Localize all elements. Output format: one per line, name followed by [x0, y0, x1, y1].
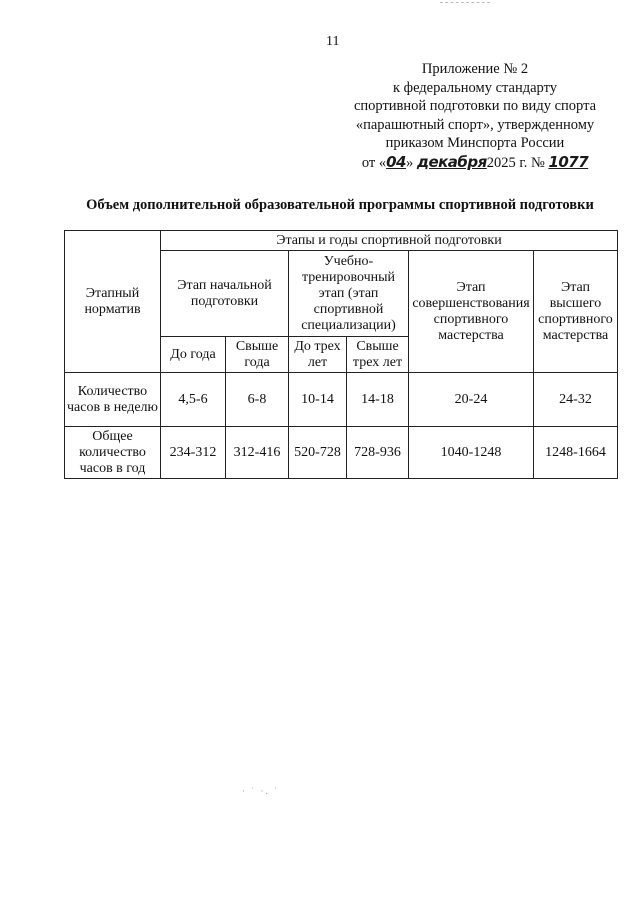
row-label: Количество часов в неделю: [65, 373, 161, 427]
stage-training-header: Учебно-тренировочный этап (этап спортивной специализации): [289, 251, 409, 337]
table-cell: 24-32: [534, 373, 618, 427]
stage-highest-header: Этап высшего спортивного мастерства: [534, 251, 618, 373]
subheader-upto-three-years: До трех лет: [289, 337, 347, 373]
table-cell: 520-728: [289, 427, 347, 479]
group-header-cell: Этапы и годы спортивной подготовки: [161, 231, 618, 251]
table-cell: 14-18: [347, 373, 409, 427]
table-cell: 234-312: [161, 427, 226, 479]
table-row: [65, 373, 618, 427]
order-month-handwritten: декабря: [416, 152, 487, 171]
page-number: 11: [326, 34, 340, 49]
document-title: Объем дополнительной образовательной программы спортивной подготовки: [86, 197, 594, 213]
table-row: [65, 427, 618, 479]
appendix-line-ministry: приказом Минспорта России: [385, 135, 565, 151]
scan-artifact-line: [440, 2, 490, 4]
table-cell: 20-24: [409, 373, 534, 427]
order-date-line: [340, 153, 610, 173]
table-cell: 728-936: [347, 427, 409, 479]
table-cell: 1248-1664: [534, 427, 618, 479]
subheader-over-three-years: Свыше трех лет: [347, 337, 409, 373]
appendix-line-approved: «парашютный спорт», утвержденному: [355, 116, 595, 133]
appendix-header: [340, 60, 610, 172]
table-cell: 1040-1248: [409, 427, 534, 479]
appendix-line-sport: спортивной подготовки по виду спорта: [353, 98, 597, 114]
row-label: Общее количество часов в год: [65, 427, 161, 479]
table-cell: 10-14: [289, 373, 347, 427]
order-prefix: от «: [361, 154, 387, 171]
table-cell: 4,5-6: [161, 373, 226, 427]
appendix-line-standard: к федеральному стандарту: [393, 79, 557, 96]
stage-initial-header: Этап начальной подготовки: [161, 251, 289, 337]
appendix-title: Приложение № 2: [421, 61, 529, 77]
order-day-handwritten: 04: [386, 152, 406, 171]
corner-header-cell: Этапный норматив: [65, 231, 161, 373]
order-number-handwritten: 1077: [548, 152, 589, 171]
table-cell: 6-8: [226, 373, 289, 427]
subheader-over-year: Свыше года: [226, 337, 289, 373]
stage-perfection-header: Этап совершенствования спортивного мастерства: [409, 251, 534, 373]
table-cell: 312-416: [226, 427, 289, 479]
order-mid: »: [405, 154, 414, 171]
subheader-upto-year: До года: [161, 337, 226, 373]
program-volume-table: [64, 230, 618, 479]
scan-artifact-marks: · ˙ ·. ˙: [242, 786, 279, 796]
order-year: 2025 г. №: [486, 154, 545, 171]
